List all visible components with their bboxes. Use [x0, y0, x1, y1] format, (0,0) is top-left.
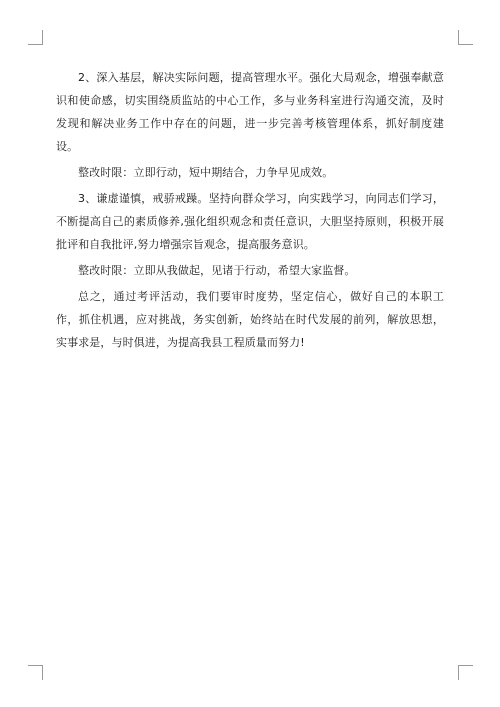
paragraph-item-3: 3、谦虚谨慎，戒骄戒躁。坚持向群众学习，向实践学习，向同志们学习，不断提高自己的素质修养,强化组织观念和责任意识，大胆坚持原则，积极开展批评和自我批评,努力增强宗旨观念，提高服务意识。: [56, 192, 444, 251]
crop-mark-top-right: [458, 30, 473, 45]
document-body: [56, 66, 444, 354]
paragraph-item-2: 2、深入基层，解决实际问题，提高管理水平。强化大局观念，增强奉献意识和使命感，切实围绕质监站的中心工作，多与业务科室进行沟通交流，及时发现和解决业务工作中存在的问题，进一步完善考核管理体系，抓好制度建设。: [56, 71, 444, 153]
paragraph-conclusion: 总之，通过考评活动，我们要审时度势，坚定信心，做好自己的本职工作，抓住机遇，应对挑战，务实创新，始终站在时代发展的前列，解放思想，实事求是，与时俱进，为提高我县工程质量而努力!: [56, 290, 444, 349]
crop-mark-top-left: [28, 30, 43, 45]
paragraph-deadline-1: 整改时限：立即行动，短中期结合，力争早见成效。: [78, 166, 334, 179]
crop-mark-bottom-left: [28, 665, 43, 680]
crop-mark-bottom-right: [458, 665, 473, 680]
paragraph-deadline-2: 整改时限：立即从我做起，见诸于行动，希望大家监督。: [78, 264, 356, 277]
